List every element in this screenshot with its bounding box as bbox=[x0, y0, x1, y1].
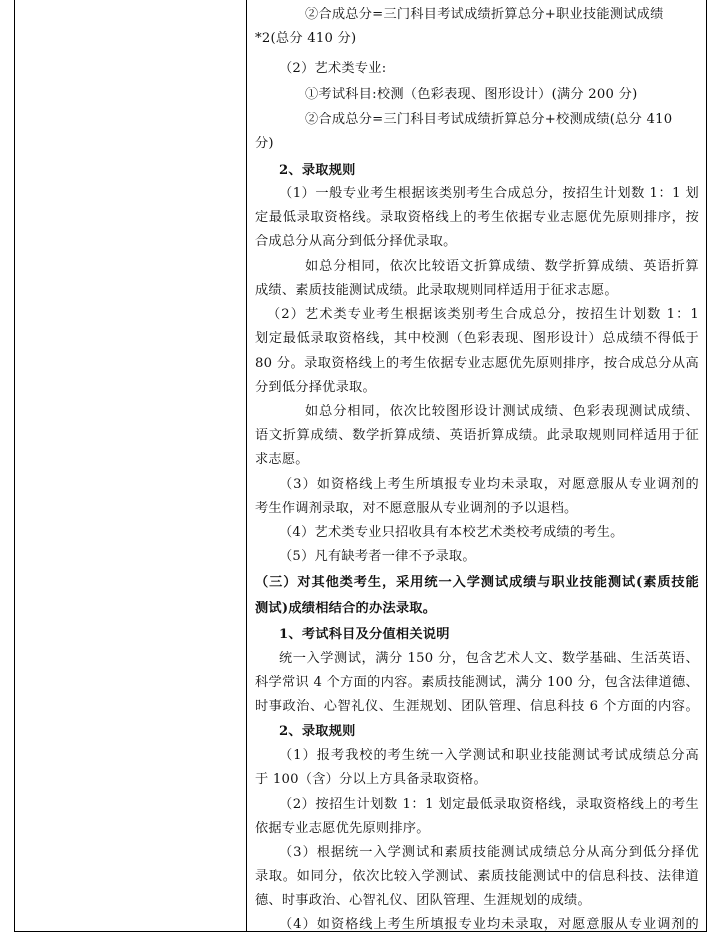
section-heading: 1、考试科目及分值相关说明 bbox=[279, 627, 450, 642]
text-line: 如总分相同，依次比较图形设计测试成绩、色彩表现测试成绩、 bbox=[305, 404, 699, 419]
text-line: 科学常识 4 个方面的内容。素质技能测试，满分 100 分，包含法律道德、 bbox=[255, 675, 699, 690]
section-heading: 2、录取规则 bbox=[279, 724, 356, 739]
text-line: 分) bbox=[255, 136, 274, 151]
text-line: 求志愿。 bbox=[255, 452, 309, 467]
text-line: 成绩、素质技能测试成绩。此录取规则同样适用于征求志愿。 bbox=[255, 283, 618, 298]
section-heading: 2、录取规则 bbox=[279, 163, 356, 178]
text-line: 依据专业志愿优先原则排序。 bbox=[255, 821, 430, 836]
text-line: 定最低录取资格线。录取资格线上的考生依据专业志愿优先原则排序，按 bbox=[255, 210, 699, 225]
text-line: 80 分。录取资格线上的考生依据专业志愿优先原则排序，按合成总分从高 bbox=[255, 356, 699, 371]
text-line: ②合成总分=三门科目考试成绩折算总分+职业技能测试成绩 bbox=[305, 7, 664, 22]
text-line: 统一入学测试，满分 150 分，包含艺术人文、数学基础、生活英语、 bbox=[279, 651, 699, 666]
text-line: ①考试科目:校测（色彩表现、图形设计）(满分 200 分) bbox=[305, 87, 638, 102]
text-line: 如总分相同，依次比较语文折算成绩、数学折算成绩、英语折算 bbox=[305, 259, 699, 274]
section-heading: （三）对其他类考生，采用统一入学测试成绩与职业技能测试(素质技能 bbox=[255, 575, 699, 590]
text-line: （5）凡有缺考者一律不予录取。 bbox=[279, 549, 476, 564]
text-line: 德、时事政治、心智礼仪、团队管理、生涯规划的成绩。 bbox=[255, 893, 591, 908]
text-line: 于 100（含）分以上方具备录取资格。 bbox=[255, 772, 487, 787]
table-content-cell bbox=[247, 0, 707, 931]
text-line: 考生作调剂录取，对不愿意服从专业调剂的予以退档。 bbox=[255, 501, 578, 516]
document-table bbox=[14, 0, 707, 932]
table-left-cell bbox=[15, 0, 247, 931]
text-line: 语文折算成绩、数学折算成绩、英语折算成绩。此录取规则同样适用于征 bbox=[255, 428, 699, 443]
section-heading: 测试)成绩相结合的办法录取。 bbox=[255, 601, 437, 616]
text-line: （3）根据统一入学测试和素质技能测试成绩总分从高分到低分择优 bbox=[279, 845, 699, 860]
text-line: （2）艺术类专业: bbox=[279, 61, 387, 76]
text-line: （1）一般专业考生根据该类别考生合成总分，按招生计划数 1：1 划 bbox=[279, 186, 699, 201]
text-line: 分到低分择优录取。 bbox=[255, 380, 376, 395]
text-line: （1）报考我校的考生统一入学测试和职业技能测试考试成绩总分高 bbox=[279, 748, 699, 763]
text-line: （4）艺术类专业只招收具有本校艺术类校考成绩的考生。 bbox=[279, 525, 624, 540]
text-line: *2(总分 410 分) bbox=[255, 31, 357, 46]
text-line: （3）如资格线上考生所填报专业均未录取，对愿意服从专业调剂的 bbox=[279, 477, 699, 492]
text-line: 录取。如同分，依次比较入学测试、素质技能测试中的信息科技、法律道 bbox=[255, 869, 699, 884]
text-line: ②合成总分=三门科目考试成绩折算总分+校测成绩(总分 410 bbox=[305, 112, 673, 127]
text-line: （2）按招生计划数 1：1 划定最低录取资格线，录取资格线上的考生 bbox=[279, 797, 699, 812]
text-line: （4）如资格线上考生所填报专业均未录取，对愿意服从专业调剂的 bbox=[279, 917, 699, 931]
text-line: 划定最低录取资格线，其中校测（色彩表现、图形设计）总成绩不得低于 bbox=[255, 331, 699, 346]
text-line: （2）艺术类专业考生根据该类别考生合成总分，按招生计划数 1：1 bbox=[267, 307, 699, 322]
text-line: 时事政治、心智礼仪、生涯规划、团队管理、信息科技 6 个方面的内容。 bbox=[255, 699, 699, 714]
text-line: 合成总分从高分到低分择优录取。 bbox=[255, 234, 457, 249]
